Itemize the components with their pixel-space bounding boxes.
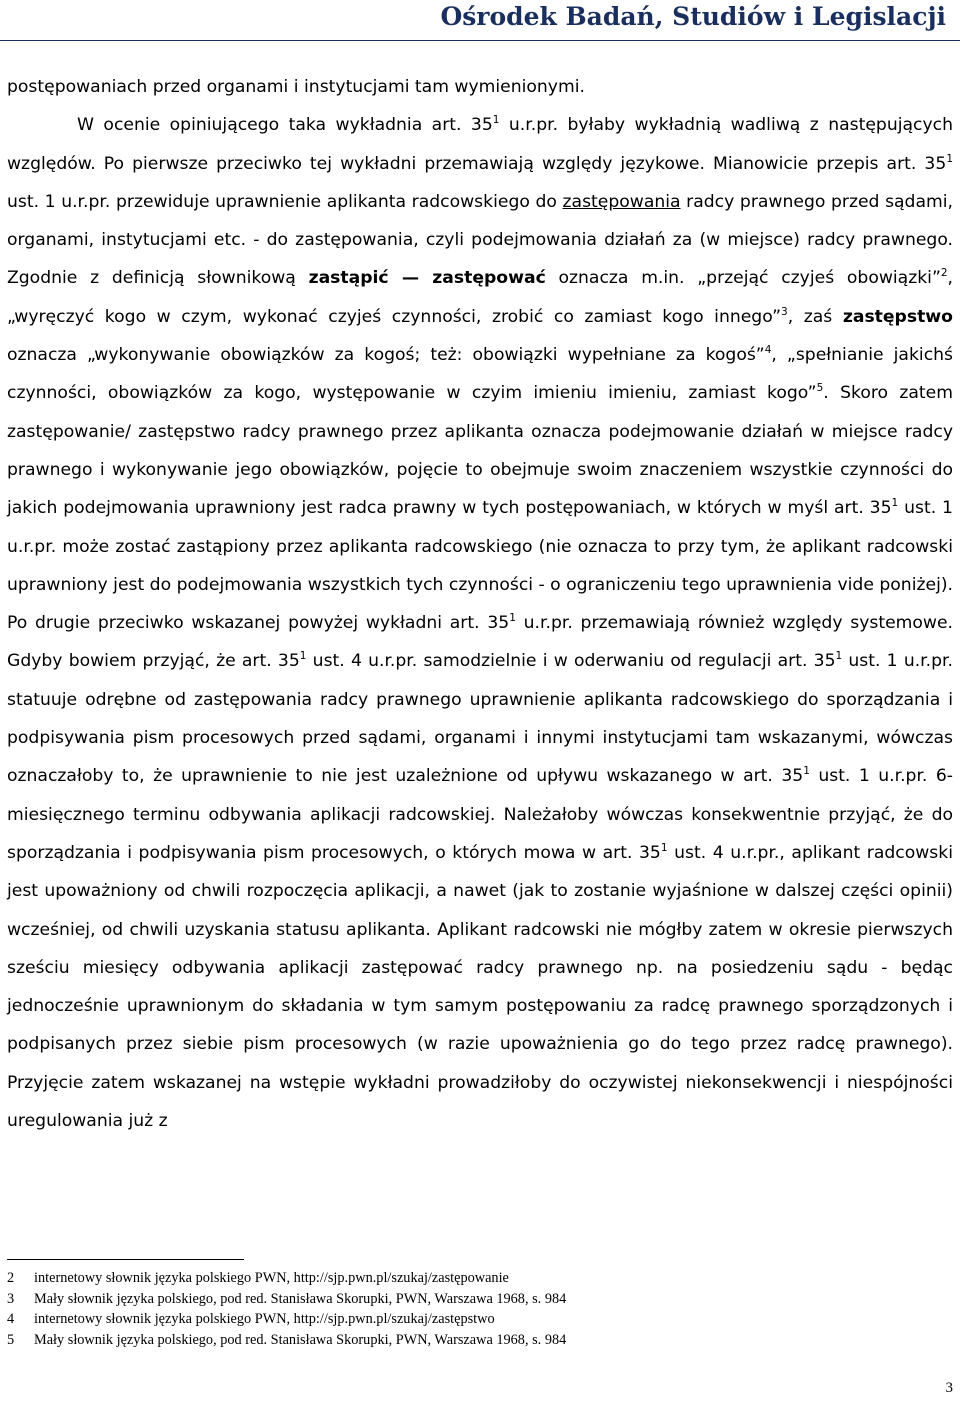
footnote-number: 2 (7, 1270, 15, 1286)
superscript: 1 (891, 497, 899, 510)
paragraph-2 (7, 106, 953, 1140)
text-run: ust. 1 u.r.pr. przewiduje uprawnienie aplikanta radcowskiego do (7, 191, 563, 212)
text-run: , „spełnianie jakichś czynności, obowiązków za kogo, występowanie w czyim imieniu imieniu, zamiast kogo” (7, 345, 953, 404)
footnote-number: 5 (7, 1331, 15, 1348)
superscript: 1 (299, 650, 307, 663)
superscript: 1 (803, 765, 810, 778)
header-rule (0, 40, 960, 41)
text-run: , „wyręczyć kogo w czym, wykonać czyjeś czynności, zrobić co zamiast kogo innego” (7, 268, 954, 327)
text-run: oznacza „wykonywanie obowiązków za kogoś; też: obowiązki wypełniane za kogoś” (7, 345, 765, 366)
superscript: 1 (946, 152, 953, 165)
text-run: . Skoro zatem zastępowanie/ zastępstwo radcy prawnego przez aplikanta oznacza podejmowanie działań w miejsce radcy prawnego i wykonywanie jego obowiązków, pojęcie to obejmuje swoim znaczeniem wszystkie czynności do jakich podejmowania uprawniony jest radca prawny w tych postępowaniach, w których w myśl art. 35 (7, 383, 953, 519)
footnote-item (7, 1309, 947, 1330)
footnote-ref[interactable]: 3 (781, 305, 788, 318)
text-run: ust. 1 u.r.pr. może zostać zastąpiony przez aplikanta radcowskiego (nie oznacza to przy tym, że aplikant radcowski uprawniony jest do podejmowania wszystkich tych czynności - o ograniczeniu tego uprawnienia vide poniżej). Po drugie przeciwko wskazanej powyżej wykładni art. 35 (7, 498, 954, 634)
page-header (0, 0, 960, 44)
superscript: 1 (509, 612, 516, 625)
text-run: oznacza m.in. „przejąć czyjeś obowiązki” (545, 268, 941, 289)
bold-term: zastąpić — zastępować (308, 268, 546, 289)
footnote-separator (7, 1259, 244, 1260)
footnote-text: internetowy słownik języka polskiego PWN, http://sjp.pwn.pl/szukaj/zastępowanie (34, 1270, 509, 1286)
superscript: 1 (835, 650, 843, 663)
footnote-number: 3 (7, 1290, 15, 1307)
body-text (7, 68, 953, 1140)
footnote-text: Mały słownik języka polskiego, pod red. Stanisława Skorupki, PWN, Warszawa 1968, s. 984 (34, 1331, 567, 1348)
footnote-number: 4 (7, 1311, 15, 1327)
text-run: ust. 1 u.r.pr. statuuje odrębne od zastępowania radcy prawnego uprawnienie aplikanta radcowskiego do sporządzania i podpisywania pism procesowych przed sądami, organami i innymi instytucjami tam wskazanymi, wówczas oznaczałoby to, że uprawnienie to nie jest uzależnione od upływu wskazanego w art. 35 (7, 651, 953, 787)
text-run: u.r.pr. byłaby wykładnią wadliwą z następujących względów. Po pierwsze przeciwko tej wykładni przemawiają względy językowe. Mianowicie przepis art. 35 (7, 115, 953, 174)
superscript: 1 (660, 841, 668, 854)
footnote-item (7, 1268, 947, 1289)
text-run: u.r.pr. przemawiają również względy systemowe. Gdyby bowiem przyjąć, że art. 35 (7, 613, 954, 672)
footnotes (7, 1268, 947, 1350)
text-run: , zaś (787, 306, 843, 327)
superscript: 1 (492, 114, 500, 127)
text-run: W ocenie opiniującego taka wykładnia art. 35 (77, 115, 493, 136)
page-number: 3 (945, 1380, 953, 1396)
footnote-text: Mały słownik języka polskiego, pod red. Stanisława Skorupki, PWN, Warszawa 1968, s. 984 (34, 1290, 567, 1307)
underlined-term: zastępowania (562, 191, 681, 212)
text-run: ust. 4 u.r.pr., aplikant radcowski jest upoważniony od chwili rozpoczęcia aplikacji, a nawet (jak to zostanie wyjaśnione w dalszej części opinii) wcześniej, od chwili uzyskania statusu aplikanta. Aplikant radcowski nie mógłby zatem w okresie pierwszych sześciu miesięcy odbywania aplikacji zastępować radcy prawnego np. na posiedzeniu sądu - będąc jednocześnie uprawnionym do składania w tym samym postępowaniu za radcę prawnego sporządzonych i podpisanych przez siebie pism procesowych (w razie upoważnienia go do tego przez radcę prawnego). Przyjęcie zatem wskazanej na wstępie wykładni prowadziłoby do oczywistej niekonsekwencji i niespójności uregulowania już z (7, 842, 953, 1132)
footnote-ref[interactable]: 5 (816, 382, 824, 395)
footnote-text: internetowy słownik języka polskiego PWN, http://sjp.pwn.pl/szukaj/zastępstwo (34, 1311, 495, 1327)
paragraph-1: postępowaniach przed organami i instytucjami tam wymienionymi. (7, 77, 585, 97)
text-run: ust. 1 u.r.pr. 6-miesięcznego terminu odbywania aplikacji radcowskiej. Należałoby wówczas konsekwentnie przyjąć, że do sporządzania i podpisywania pism procesowych, o których mowa w art. 35 (7, 766, 953, 863)
footnote-item (7, 1330, 947, 1351)
footnote-ref[interactable]: 2 (940, 267, 948, 280)
header-title: Ośrodek Badań, Studiów i Legislacji (440, 2, 946, 31)
footnote-item (7, 1289, 947, 1310)
text-run: ust. 4 u.r.pr. samodzielnie i w oderwaniu od regulacji art. 35 (306, 651, 836, 672)
bold-term: zastępstwo (842, 306, 953, 327)
footnote-ref[interactable]: 4 (764, 344, 772, 357)
text-run: radcy prawnego przed sądami, organami, instytucjami etc. - do zastępowania, czyli podejmowania działań za (w miejsce) radcy prawnego. Zgodnie z definicją słownikową (7, 191, 953, 289)
